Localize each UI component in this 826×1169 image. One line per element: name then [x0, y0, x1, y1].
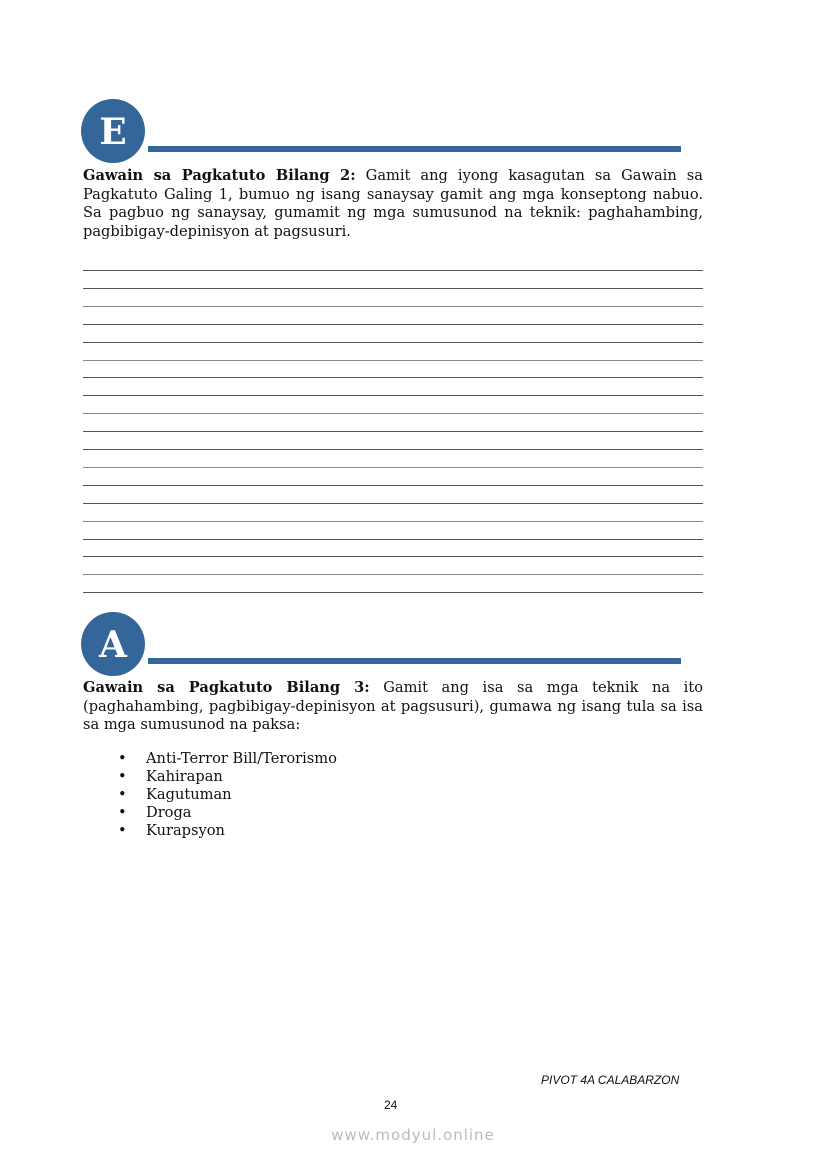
activity-2-title: Gawain sa Pagkatuto Bilang 2:	[83, 167, 356, 184]
answer-line[interactable]	[83, 431, 703, 432]
activity-3-body: Gamit ang isa sa mga teknik na ito (paghahambing, pagbibigay-depinisyon at pagsusuri), gumawa ng isang tula sa isa sa mga sumusunod na paksa:	[83, 679, 703, 733]
activity-3-instructions	[83, 679, 703, 735]
activity-2-body: Gamit ang iyong kasagutan sa Gawain sa Pagkatuto Galing 1, bumuo ng isang sanaysay gamit ang mga konseptong nabuo. Sa pagbuo ng sanaysay, gumamit ng mga sumusunod na teknik: paghahambing, pagbibigay-depinisyon at pagsusuri.	[83, 167, 703, 240]
answer-line[interactable]	[83, 270, 703, 271]
answer-line[interactable]	[83, 467, 703, 468]
answer-line[interactable]	[83, 574, 703, 575]
footer-publisher: PIVOT 4A CALABARZON	[541, 1073, 680, 1087]
section-a-badge: A	[81, 612, 145, 676]
topic-item: • Anti-Terror Bill/Terorismo	[118, 750, 337, 768]
answer-line[interactable]	[83, 324, 703, 325]
topic-item: • Kahirapan	[118, 768, 337, 786]
activity-2-instructions	[83, 167, 703, 241]
answer-line[interactable]	[83, 377, 703, 378]
answer-line[interactable]	[83, 360, 703, 361]
answer-line[interactable]	[83, 592, 703, 593]
answer-line[interactable]	[83, 288, 703, 289]
topic-list	[118, 750, 337, 840]
page-number: 24	[384, 1098, 398, 1112]
answer-line[interactable]	[83, 539, 703, 540]
answer-line[interactable]	[83, 521, 703, 522]
activity-3-title: Gawain sa Pagkatuto Bilang 3:	[83, 679, 370, 696]
answer-line[interactable]	[83, 306, 703, 307]
answer-line[interactable]	[83, 503, 703, 504]
section-e-divider	[148, 146, 681, 152]
section-e-badge: E	[81, 99, 145, 163]
topic-item: • Kagutuman	[118, 786, 337, 804]
watermark: www.modyul.online	[331, 1126, 495, 1144]
section-a-divider	[148, 658, 681, 664]
answer-line[interactable]	[83, 449, 703, 450]
answer-line[interactable]	[83, 413, 703, 414]
answer-line[interactable]	[83, 485, 703, 486]
answer-line[interactable]	[83, 395, 703, 396]
answer-line[interactable]	[83, 342, 703, 343]
topic-item: • Droga	[118, 804, 337, 822]
topic-item: • Kurapsyon	[118, 822, 337, 840]
answer-line[interactable]	[83, 556, 703, 557]
